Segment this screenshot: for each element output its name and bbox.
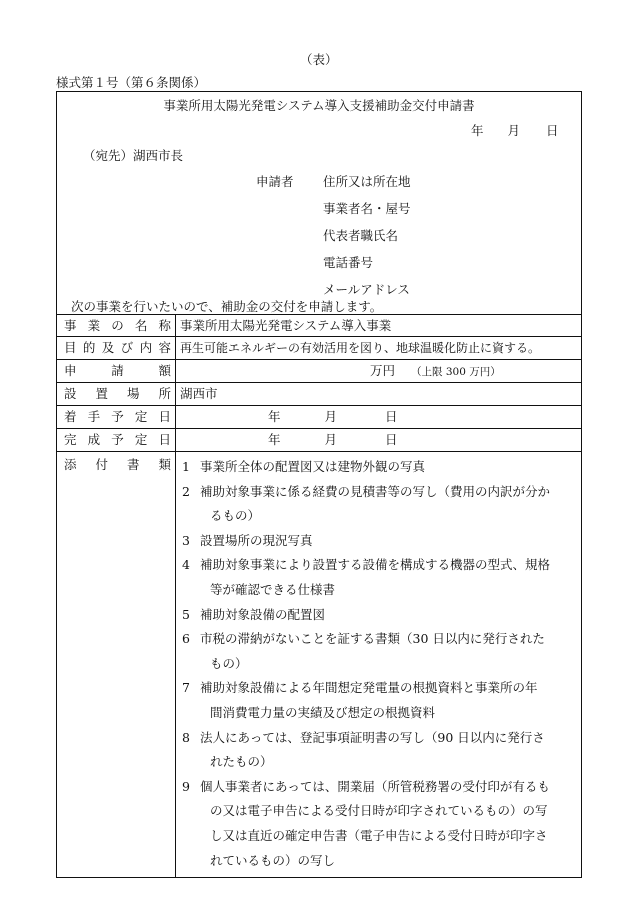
page-marker: （表） (300, 52, 338, 67)
label-location: 設 置 場 所 (57, 383, 176, 406)
label-start-date: 着 手 予 定 日 (57, 406, 176, 429)
row-attachments (57, 452, 582, 878)
label-purpose: 目 的 及 び 内 容 (57, 337, 176, 360)
attachment-text-line: 間消費電力量の実績及び想定の根拠資料 (210, 704, 436, 720)
attachment-text-line: もの） (210, 655, 248, 671)
attachment-number: 9 (182, 778, 190, 794)
attachment-item (180, 726, 577, 775)
attachment-text-line: 補助対象事業に係る経費の見積書等の写し（費用の内訳が分か (200, 483, 551, 499)
attachment-text-line: れたもの） (210, 754, 273, 770)
value-end-date: 年 月 日 (176, 429, 582, 452)
applicant-field-representative: 代表者職氏名 (323, 228, 399, 243)
attachment-number: 6 (182, 631, 190, 647)
attachment-text-line: るもの） (210, 508, 261, 524)
date-year: 年 (471, 123, 484, 138)
attachment-text (200, 775, 577, 873)
row-start-date (57, 406, 582, 429)
attachment-number: 2 (182, 483, 190, 499)
application-statement: 次の事業を行いたいので、補助金の交付を申請します。 (71, 299, 383, 314)
attachment-text-line: 市税の滞納がないことを証する書類（30 日以内に発行された (200, 631, 545, 647)
date-line (471, 121, 559, 139)
attachment-item (180, 603, 577, 628)
attachment-text-line: 設置場所の現況写真 (200, 532, 313, 548)
label-attachments: 添 付 書 類 (57, 452, 176, 878)
attachment-number: 3 (182, 532, 190, 548)
attachment-item (180, 553, 577, 602)
attachment-item (180, 676, 577, 725)
addressee: （宛先）湖西市長 (83, 148, 184, 163)
attachment-number: 8 (182, 729, 190, 745)
attachment-text (200, 455, 577, 480)
value-purpose: 再生可能エネルギーの有効活用を図り、地球温暖化防止に資する。 (176, 337, 582, 360)
attachment-text-line: 事業所全体の配置図又は建物外観の写真 (200, 459, 426, 474)
attachment-text-line: 等が確認できる仕様書 (210, 581, 336, 597)
application-header-box (56, 91, 582, 314)
applicant-label: 申請者 (256, 174, 294, 189)
attachment-text (200, 726, 577, 775)
attachment-item (180, 455, 577, 480)
attachment-item (180, 529, 577, 554)
row-location (57, 383, 582, 406)
attachment-text-line: 補助対象設備による年間想定発電量の根拠資料と事業所の年 (200, 680, 538, 696)
application-table (56, 314, 582, 878)
amount-unit: 万円 (370, 362, 396, 378)
row-purpose (57, 337, 582, 360)
attachment-text-line: れているもの）の写し (210, 852, 336, 868)
attachment-number: 1 (182, 459, 190, 474)
applicant-field-phone: 電話番号 (323, 255, 374, 270)
value-location: 湖西市 (176, 383, 582, 406)
attachment-item (180, 480, 577, 529)
attachment-text (200, 553, 577, 602)
attachment-number: 7 (182, 680, 190, 696)
attachment-text (200, 676, 577, 725)
attachment-text-line: し又は直近の確定申告書（電子申告による受付日時が印字さ (210, 827, 548, 843)
row-end-date (57, 429, 582, 452)
attachment-text-line: 補助対象設備の配置図 (200, 606, 326, 622)
attachment-number: 5 (182, 606, 190, 622)
form-title: 事業所用太陽光発電システム導入支援補助金交付申請書 (163, 98, 475, 113)
form-number: 様式第１号（第６条関係） (56, 75, 207, 90)
date-month: 月 (507, 123, 521, 138)
attachment-text (200, 480, 577, 529)
row-project-name (57, 315, 582, 337)
date-day: 日 (546, 123, 559, 138)
row-amount (57, 360, 582, 383)
applicant-field-address: 住所又は所在地 (323, 174, 411, 189)
applicant-field-business-name: 事業者名・屋号 (323, 201, 411, 216)
value-project-name: 事業所用太陽光発電システム導入事業 (176, 315, 582, 337)
value-amount (176, 360, 582, 383)
attachment-number: 4 (182, 557, 190, 573)
attachment-text-line: の又は電子申告による受付日時が印字されているもの）の写 (210, 803, 548, 819)
attachment-text (200, 627, 577, 676)
applicant-field-email: メールアドレス (323, 282, 410, 297)
label-amount: 申 請 額 (57, 360, 176, 383)
attachment-text-line: 補助対象事業により設置する設備を構成する機器の型式、規格 (200, 557, 551, 573)
label-end-date: 完 成 予 定 日 (57, 429, 176, 452)
attachment-item (180, 627, 577, 676)
value-start-date: 年 月 日 (176, 406, 582, 429)
attachment-item (180, 775, 577, 873)
attachment-text-line: 個人事業者にあっては、開業届（所管税務署の受付印が有るも (200, 778, 550, 794)
attachment-text-line: 法人にあっては、登記事項証明書の写し（90 日以内に発行さ (200, 729, 545, 745)
attachments-list (176, 452, 582, 878)
attachment-text (200, 529, 577, 554)
attachment-text (200, 603, 577, 628)
label-project-name: 事 業 の 名 称 (57, 315, 176, 337)
amount-limit: （上限 300 万円） (411, 365, 501, 378)
